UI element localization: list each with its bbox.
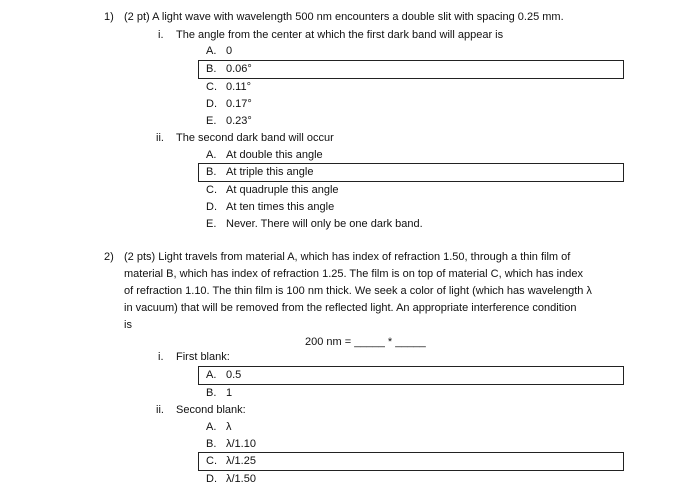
q1-sub2-option-a[interactable]: At double this angle	[226, 149, 323, 161]
q2-sub2-option-b[interactable]: λ/1.10	[226, 438, 256, 450]
q2-sub1-option-b[interactable]: 1	[226, 387, 233, 399]
q1-sub2-option-c[interactable]: At quadruple this angle	[226, 184, 339, 196]
q2-sub2-option-a-letter: A.	[206, 421, 217, 433]
q2-text-line-5: is	[124, 319, 132, 331]
q2-text-line-3: of refraction 1.10. The thin film is 100 nm thick. We seek a color of light (which has wavelength λ	[124, 285, 592, 297]
q2-equation: 200 nm = _____ * _____	[305, 336, 426, 348]
q2-sub2-option-b-letter: B.	[206, 438, 217, 450]
q2-sub2-option-a[interactable]: λ	[226, 421, 232, 433]
q2-sub2-option-d-letter: D.	[206, 473, 217, 485]
q2-paragraph	[124, 249, 624, 334]
q2-sub2-option-c[interactable]: λ/1.25	[226, 455, 256, 467]
q1-sub1-option-a-letter: A.	[206, 45, 217, 57]
q1-sub2-option-b-letter: B.	[206, 166, 217, 178]
q2-text-line-1: (2 pts) Light travels from material A, which has index of refraction 1.50, through a thin film of	[124, 251, 571, 263]
q2-sub1-option-a-letter: A.	[206, 369, 217, 381]
q2-text-line-4: in vacuum) that will be removed from the reflected light. An appropriate interference condition	[124, 302, 577, 314]
q2-sub2-selected-box	[198, 452, 624, 471]
q1-sub1-roman: i.	[158, 29, 164, 41]
q1-sub1-option-e[interactable]: 0.23°	[226, 115, 252, 127]
q1-sub2-option-a-letter: A.	[206, 149, 217, 161]
q1-sub1-option-b[interactable]: 0.06°	[226, 63, 252, 75]
q1-sub1-option-a[interactable]: 0	[226, 45, 233, 57]
q1-sub1-option-e-letter: E.	[206, 115, 217, 127]
q1-sub2-option-d-letter: D.	[206, 201, 217, 213]
q2-text-line-2: material B, which has index of refraction 1.25. The film is on top of material C, which has index	[124, 268, 583, 280]
q1-sub1-option-c-letter: C.	[206, 81, 217, 93]
q2-sub1-roman: i.	[158, 351, 164, 363]
q1-sub1-option-d[interactable]: 0.17°	[226, 98, 252, 110]
q2-sub2-option-d[interactable]: λ/1.50	[226, 473, 256, 485]
q1-sub2-roman: ii.	[156, 132, 164, 144]
q1-sub2-option-e-letter: E.	[206, 218, 217, 230]
q1-sub2-option-c-letter: C.	[206, 184, 217, 196]
q1-sub2-option-b[interactable]: At triple this angle	[226, 166, 314, 178]
q1-sub1-option-d-letter: D.	[206, 98, 217, 110]
q2-sub1-option-a[interactable]: 0.5	[226, 369, 242, 381]
q1-number: 1)	[104, 11, 114, 23]
q1-sub1-selected-box	[198, 60, 624, 79]
q1-text: (2 pt) A light wave with wavelength 500 nm encounters a double slit with spacing 0.25 mm.	[124, 11, 564, 23]
q1-sub2-text: The second dark band will occur	[176, 132, 334, 144]
q1-sub1-option-b-letter: B.	[206, 63, 217, 75]
q1-sub2-option-e[interactable]: Never. There will only be one dark band.	[226, 218, 423, 230]
q2-sub1-selected-box	[198, 366, 624, 385]
q2-sub2-text: Second blank:	[176, 404, 246, 416]
q1-sub1-text: The angle from the center at which the first dark band will appear is	[176, 29, 504, 41]
q2-sub2-roman: ii.	[156, 404, 164, 416]
q2-sub1-text: First blank:	[176, 351, 230, 363]
q2-number: 2)	[104, 251, 114, 263]
q2-sub1-option-b-letter: B.	[206, 387, 217, 399]
q1-sub2-option-d[interactable]: At ten times this angle	[226, 201, 335, 213]
q2-sub2-option-c-letter: C.	[206, 455, 217, 467]
q1-sub1-option-c[interactable]: 0.11°	[226, 81, 251, 93]
